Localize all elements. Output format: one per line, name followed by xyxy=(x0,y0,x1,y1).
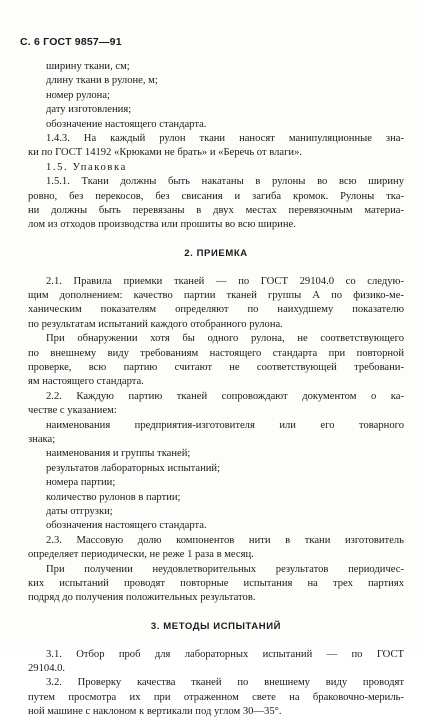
marking-list xyxy=(28,60,404,132)
list-item: ширину ткани, см; xyxy=(46,61,130,72)
paragraph-2-1-b xyxy=(28,332,404,390)
list-item: дату изготовления; xyxy=(46,104,132,116)
text-line: ровно, без перекосов, без свисания и загиба кромок. Рулоны тка- xyxy=(28,190,404,202)
text-line: проверке, всю партию считают не соответствующей требовани- xyxy=(28,362,404,374)
list-item: длину ткани в рулоне, м; xyxy=(46,75,158,87)
text-line: ной машине с наклоном к вертикали под углом 30—35°. xyxy=(28,706,282,718)
text-line: При получении неудовлетворительных результатов периодичес- xyxy=(46,563,404,575)
text-line: ям настоящего стандарта. xyxy=(28,376,144,388)
text-line: ких испытаний проводят повторные испытания на трех партиях xyxy=(28,577,404,589)
text-line: 1.4.3. На каждый рулон ткани наносят манипуляционные зна- xyxy=(46,132,404,144)
text-line: лом из отходов производства или прошиты во всю ширине. xyxy=(28,219,296,231)
text-line: честве с указанием: xyxy=(28,405,117,417)
list-item: номер рулона; xyxy=(46,89,111,101)
text-line: 2.2. Каждую партию тканей сопровождают документом о ка- xyxy=(46,390,404,402)
page-header: С. 6 ГОСТ 9857—91 xyxy=(20,36,122,48)
paragraph-1-4-3 xyxy=(28,132,404,161)
paragraph-2-3-b xyxy=(28,563,404,606)
subsection-heading-1-5: 1.5. Упаковка xyxy=(46,161,127,173)
paragraph-2-2 xyxy=(28,390,404,419)
text-line: путем просмотра их при отраженном свете на браковочно-мериль- xyxy=(28,691,404,703)
text-line: 3.2. Проверку качества тканей по внешнему виду проводят xyxy=(46,677,404,689)
list-item: количество рулонов в партии; xyxy=(46,491,181,503)
list-item: наименования предприятия-изготовителя или его товарного xyxy=(46,419,404,431)
paragraph-3-2 xyxy=(28,676,404,719)
text-line: ки по ГОСТ 14192 «Крюками не брать» и «Беречь от влаги». xyxy=(28,147,303,159)
text-line: определяет периодически, не реже 1 раза в месяц. xyxy=(28,549,254,561)
text-line: 29104.0. xyxy=(28,663,66,675)
list-item: обозначение настоящего стандарта. xyxy=(46,118,207,130)
quality-document-list xyxy=(28,419,404,534)
paragraph-2-1 xyxy=(28,275,404,333)
text-line: 3.1. Отбор проб для лабораторных испытаний — по ГОСТ xyxy=(46,648,404,660)
text-line: 2.3. Массовую долю компонентов нити в ткани изготовитель xyxy=(46,534,404,546)
page-content xyxy=(28,60,404,720)
paragraph-2-3 xyxy=(28,534,404,563)
section-title-test-methods: 3. МЕТОДЫ ИСПЫТАНИЙ xyxy=(150,620,282,632)
text-line: 1.5.1. Ткани должны быть накатаны в рулоны во всю ширину xyxy=(46,176,404,188)
text-line: подряд до получения положительных результатов. xyxy=(28,592,256,604)
list-item: наименования и группы тканей; xyxy=(46,448,191,460)
text-line: по результатам испытаний каждого отобранного рулона. xyxy=(28,318,283,330)
list-item: знака; xyxy=(28,433,56,445)
list-item: даты отгрузки; xyxy=(46,505,113,517)
list-item: результатов лабораторных испытаний; xyxy=(46,462,221,474)
text-line: ни должны быть перевязаны в двух местах перевязочным материа- xyxy=(28,204,404,216)
list-item: обозначения настоящего стандарта. xyxy=(46,520,207,532)
text-line: При обнаружении хотя бы одного рулона, не соответствующего xyxy=(46,333,404,345)
text-line: щим дополнением: качество партии тканей группы А по физико-ме- xyxy=(28,290,404,302)
text-line: по внешнему виду требованиям настоящего стандарта при повторной xyxy=(28,347,404,359)
text-line: ханическим показателям определяют по наихудшему показателю xyxy=(28,304,404,316)
paragraph-3-1 xyxy=(28,648,404,677)
list-item: номера партии; xyxy=(46,477,116,489)
section-title-acceptance: 2. ПРИЕМКА xyxy=(184,247,248,259)
text-line: 2.1. Правила приемки тканей — по ГОСТ 29104.0 со следую- xyxy=(46,275,404,287)
paragraph-1-5-1 xyxy=(28,175,404,233)
